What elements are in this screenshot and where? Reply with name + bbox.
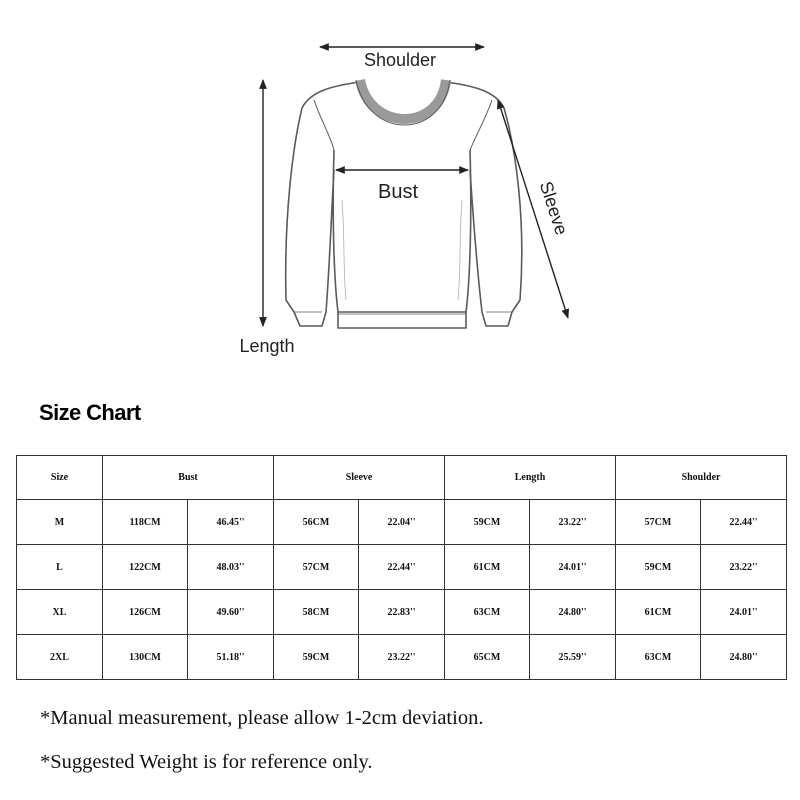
size-cell: XL: [17, 590, 103, 635]
table-row: [17, 545, 787, 590]
sweater-illustration: [0, 0, 800, 380]
header-size: Size: [17, 456, 103, 500]
header-shoulder: Shoulder: [616, 456, 787, 500]
header-sleeve: Sleeve: [274, 456, 445, 500]
sleeve-cm-cell: 57CM: [274, 545, 359, 590]
shoulder-in-cell: 24.80'': [701, 635, 787, 680]
bust-cm-cell: 126CM: [103, 590, 188, 635]
shoulder-label: Shoulder: [363, 50, 437, 70]
sleeve-label: Sleeve: [535, 178, 572, 238]
shoulder-in-cell: 24.01'': [701, 590, 787, 635]
length-in-cell: 24.01'': [530, 545, 616, 590]
size-chart-title: Size Chart: [39, 400, 141, 425]
sleeve-in-cell: 22.83'': [359, 590, 445, 635]
table-row: [17, 500, 787, 545]
table-header-row: [17, 456, 787, 500]
note-weight: *Suggested Weight is for reference only.: [40, 751, 373, 773]
length-cm-cell: 61CM: [445, 545, 530, 590]
bust-label: Bust: [377, 181, 419, 203]
shoulder-cm-cell: 61CM: [616, 590, 701, 635]
bust-in-cell: 48.03'': [188, 545, 274, 590]
shoulder-cm-cell: 63CM: [616, 635, 701, 680]
length-in-cell: 24.80'': [530, 590, 616, 635]
sleeve-cm-cell: 59CM: [274, 635, 359, 680]
size-cell: M: [17, 500, 103, 545]
shoulder-in-cell: 22.44'': [701, 500, 787, 545]
length-in-cell: 23.22'': [530, 500, 616, 545]
bust-cm-cell: 130CM: [103, 635, 188, 680]
size-cell: L: [17, 545, 103, 590]
size-cell: 2XL: [17, 635, 103, 680]
table-row: [17, 635, 787, 680]
collar: [356, 80, 450, 125]
sleeve-cm-cell: 56CM: [274, 500, 359, 545]
sleeve-in-cell: 23.22'': [359, 635, 445, 680]
table-row: [17, 590, 787, 635]
sweater-measurement-diagram: [0, 0, 800, 380]
header-bust: Bust: [103, 456, 274, 500]
shoulder-cm-cell: 59CM: [616, 545, 701, 590]
size-chart-table: [16, 455, 787, 680]
length-label: Length: [239, 336, 295, 356]
note-deviation: *Manual measurement, please allow 1-2cm deviation.: [40, 707, 484, 729]
shoulder-in-cell: 23.22'': [701, 545, 787, 590]
bust-in-cell: 49.60'': [188, 590, 274, 635]
length-cm-cell: 65CM: [445, 635, 530, 680]
bust-in-cell: 46.45'': [188, 500, 274, 545]
length-cm-cell: 59CM: [445, 500, 530, 545]
length-in-cell: 25.59'': [530, 635, 616, 680]
length-cm-cell: 63CM: [445, 590, 530, 635]
notes: [40, 704, 483, 792]
sleeve-in-cell: 22.44'': [359, 545, 445, 590]
sleeve-in-cell: 22.04'': [359, 500, 445, 545]
bust-cm-cell: 118CM: [103, 500, 188, 545]
bust-cm-cell: 122CM: [103, 545, 188, 590]
sleeve-cm-cell: 58CM: [274, 590, 359, 635]
bust-in-cell: 51.18'': [188, 635, 274, 680]
header-length: Length: [445, 456, 616, 500]
shoulder-cm-cell: 57CM: [616, 500, 701, 545]
